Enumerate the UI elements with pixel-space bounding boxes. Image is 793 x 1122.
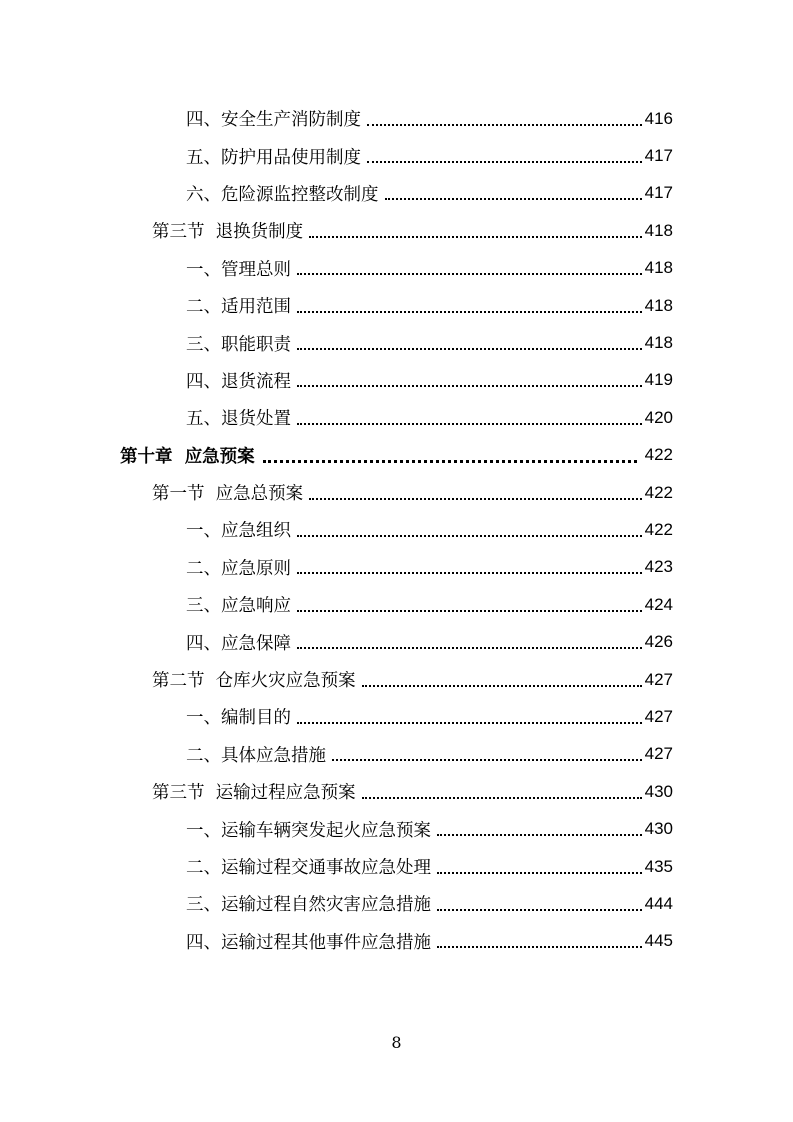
toc-entry-number: 一、 — [186, 820, 221, 841]
toc-entry-page: 445 — [644, 931, 673, 951]
toc-section-entry[interactable] — [0, 474, 793, 511]
toc-entry-title: 适用范围 — [221, 297, 291, 318]
toc-entry-page: 426 — [644, 632, 673, 652]
toc-entry[interactable] — [0, 100, 793, 137]
dot-leader — [297, 423, 642, 425]
toc-chapter-entry[interactable] — [0, 437, 793, 474]
dot-leader — [385, 198, 642, 200]
toc-entry-page: 427 — [644, 744, 673, 764]
toc-entry-page: 419 — [644, 370, 673, 390]
toc-section-entry[interactable] — [0, 773, 793, 810]
toc-entry-page: 424 — [644, 594, 673, 614]
toc-entry-number: 六、 — [186, 184, 221, 205]
dot-leader — [297, 572, 642, 574]
toc-entry-page: 430 — [644, 781, 673, 801]
toc-entry[interactable] — [0, 549, 793, 586]
toc-entry-number: 二、 — [186, 745, 221, 766]
toc-section-entry[interactable] — [0, 212, 793, 249]
toc-entry[interactable] — [0, 623, 793, 660]
toc-entry-title: 运输过程交通事故应急处理 — [221, 858, 431, 878]
dot-leader — [332, 759, 642, 761]
toc-entry-page: 422 — [644, 445, 673, 465]
toc-entry-title: 仓库火灾应急预案 — [215, 671, 356, 692]
toc-entry[interactable] — [0, 137, 793, 174]
dot-leader — [309, 498, 641, 500]
toc-entry-number: 二、 — [186, 858, 221, 878]
toc-entry[interactable] — [0, 810, 793, 847]
toc-entry-title: 退货处置 — [221, 409, 291, 430]
toc-entry-title: 危险源监控整改制度 — [221, 184, 379, 205]
toc-entry[interactable] — [0, 324, 793, 361]
toc-entry-number: 四、 — [186, 110, 221, 131]
toc-entry-title: 运输车辆突发起火应急预案 — [221, 820, 431, 841]
toc-entry-title: 应急预案 — [184, 446, 255, 467]
toc-entry-number: 二、 — [186, 558, 221, 579]
dot-leader — [297, 311, 642, 313]
toc-entry[interactable] — [0, 250, 793, 287]
toc-entry-page: 422 — [644, 519, 673, 539]
dot-leader — [297, 722, 642, 724]
dot-leader — [367, 161, 642, 163]
toc-entry[interactable] — [0, 511, 793, 548]
toc-entry-page: 418 — [644, 220, 673, 240]
dot-leader — [263, 460, 637, 463]
toc-section-entry[interactable] — [0, 661, 793, 698]
dot-leader — [437, 834, 642, 836]
toc-entry-page: 417 — [644, 146, 673, 166]
toc-entry[interactable] — [0, 848, 793, 885]
toc-entry-number: 第二节 — [152, 671, 216, 692]
toc-entry-page: 416 — [644, 108, 673, 128]
toc-entry-page: 444 — [644, 893, 673, 913]
toc-entry[interactable] — [0, 885, 793, 922]
toc-entry-title: 应急组织 — [221, 521, 291, 542]
toc-entry-number: 五、 — [186, 147, 221, 168]
dot-leader — [362, 685, 642, 687]
toc-entry-page: 418 — [644, 333, 673, 353]
toc-entry-title: 编制目的 — [221, 708, 291, 729]
toc-entry[interactable] — [0, 736, 793, 773]
toc-entry-page: 420 — [644, 407, 673, 427]
toc-entry-page: 427 — [644, 669, 673, 689]
toc-entry-title: 防护用品使用制度 — [221, 147, 361, 168]
dot-leader — [309, 236, 641, 238]
toc-entry-number: 第一节 — [152, 484, 216, 505]
toc-entry[interactable] — [0, 399, 793, 436]
toc-entry-number: 四、 — [186, 932, 221, 953]
toc-entry-title: 应急保障 — [221, 633, 291, 654]
toc-entry-title: 安全生产消防制度 — [221, 110, 361, 131]
toc-entry-number: 二、 — [186, 297, 221, 318]
toc-entry-number: 第十章 — [120, 446, 185, 467]
dot-leader — [437, 909, 642, 911]
dot-leader — [437, 946, 642, 948]
toc-entry-number: 三、 — [186, 596, 221, 617]
toc-entry[interactable] — [0, 175, 793, 212]
toc-entry[interactable] — [0, 586, 793, 623]
toc-entry-page: 427 — [644, 706, 673, 726]
dot-leader — [297, 610, 642, 612]
toc-entry-title: 退换货制度 — [215, 222, 304, 243]
toc-entry-page: 418 — [644, 258, 673, 278]
dot-leader — [362, 797, 642, 799]
toc-entry-page: 423 — [644, 557, 673, 577]
toc-entry[interactable] — [0, 287, 793, 324]
toc-entry-title: 具体应急措施 — [221, 745, 326, 766]
toc-entry-number: 一、 — [186, 708, 221, 729]
toc-entry-number: 一、 — [186, 521, 221, 542]
dot-leader — [297, 535, 642, 537]
page-number: 8 — [391, 1033, 402, 1052]
toc-entry-title: 应急原则 — [221, 558, 291, 579]
dot-leader — [297, 273, 642, 275]
toc-entry-page: 430 — [644, 819, 673, 839]
toc-entry-number: 一、 — [186, 259, 221, 280]
toc-entry[interactable] — [0, 698, 793, 735]
toc-entry-page: 422 — [644, 482, 673, 502]
dot-leader — [297, 647, 642, 649]
toc-entry-page: 417 — [644, 183, 673, 203]
toc-entry-title: 管理总则 — [221, 259, 291, 280]
toc-entry-title: 运输过程应急预案 — [215, 783, 356, 804]
toc-entry-title: 运输过程其他事件应急措施 — [221, 932, 431, 953]
toc-entry-number: 四、 — [186, 633, 221, 654]
toc-entry-number: 三、 — [186, 895, 221, 916]
toc-entry-number: 四、 — [186, 371, 221, 392]
toc-entry[interactable] — [0, 923, 793, 960]
toc-entry-page: 435 — [644, 856, 673, 876]
dot-leader — [297, 348, 642, 350]
toc-entry-number: 三、 — [186, 334, 221, 355]
dot-leader — [297, 385, 642, 387]
dot-leader — [437, 872, 642, 874]
toc-entry-page: 418 — [644, 295, 673, 315]
toc-entry-title: 职能职责 — [221, 334, 291, 355]
toc-entry-number: 五、 — [186, 409, 221, 430]
toc-entry-title: 运输过程自然灾害应急措施 — [221, 895, 431, 916]
toc-entry[interactable] — [0, 362, 793, 399]
dot-leader — [367, 124, 642, 126]
table-of-contents — [0, 100, 793, 960]
toc-entry-title: 应急响应 — [221, 596, 291, 617]
toc-entry-title: 应急总预案 — [215, 484, 304, 505]
toc-entry-title: 退货流程 — [221, 371, 291, 392]
toc-entry-number: 第三节 — [152, 222, 216, 243]
toc-entry-number: 第三节 — [152, 783, 216, 804]
